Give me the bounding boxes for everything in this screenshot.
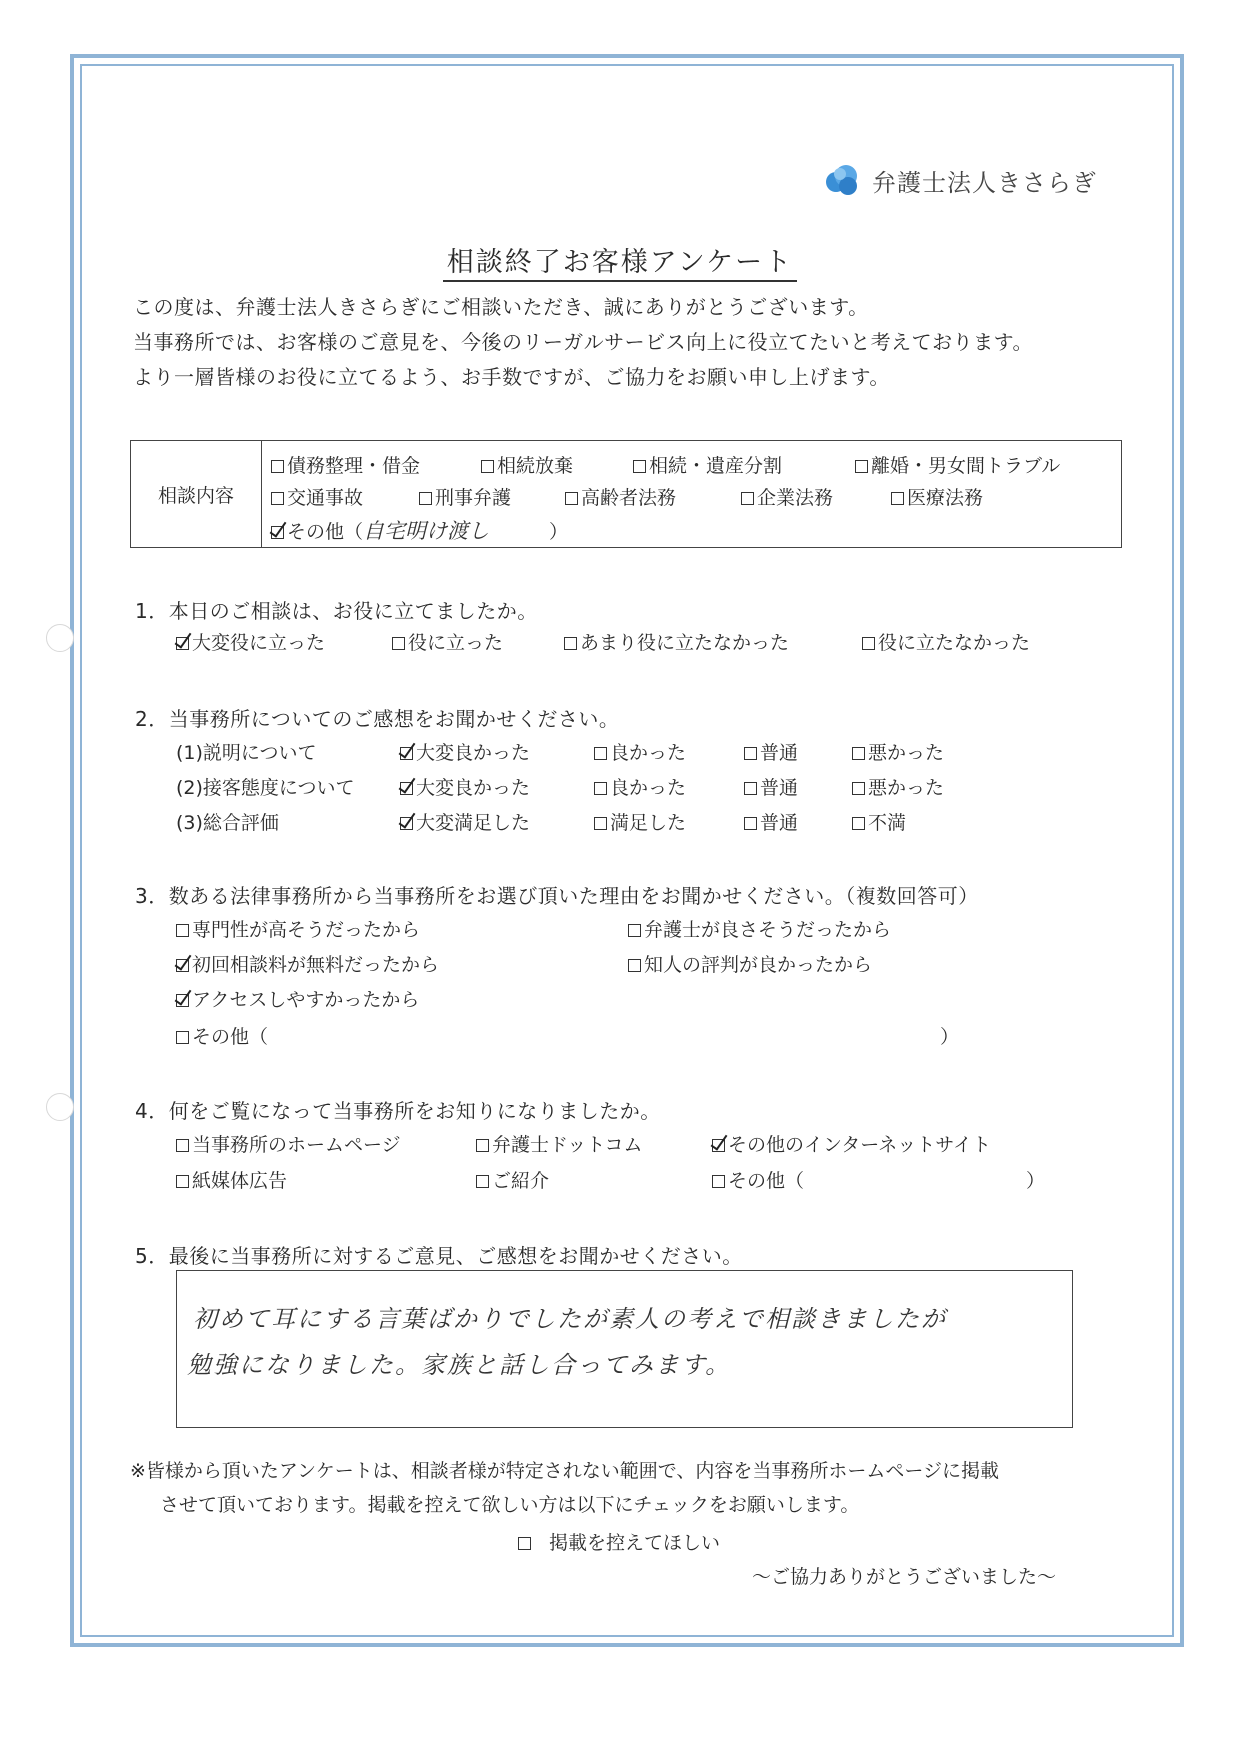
question-4: 4．何をご覧になって当事務所をお知りになりましたか。: [135, 1099, 661, 1123]
checkbox-icon[interactable]: [594, 782, 607, 795]
checkbox-icon[interactable]: [594, 817, 607, 830]
checkbox-checked-icon[interactable]: [176, 994, 189, 1007]
checkbox-icon[interactable]: [176, 1139, 189, 1152]
q2-option[interactable]: 大変良かった: [400, 773, 530, 800]
q3-option[interactable]: アクセスしやすかったから: [176, 985, 419, 1012]
comment-line: 勉強になりました。家族と話し合ってみます。: [187, 1351, 732, 1379]
comment-line: 初めて耳にする言葉ばかりでしたが素人の考えで相談きましたが: [193, 1305, 947, 1333]
consult-option[interactable]: 相続放棄: [481, 451, 573, 478]
q1-option[interactable]: 役に立たなかった: [862, 628, 1030, 655]
q3-option[interactable]: 知人の評判が良かったから: [628, 950, 872, 977]
q4-option[interactable]: 紙媒体広告: [176, 1166, 287, 1193]
checkbox-icon[interactable]: [862, 637, 875, 650]
q4-option[interactable]: その他のインターネットサイト: [712, 1130, 991, 1157]
consult-other-value: 自宅明け渡し: [363, 519, 490, 543]
checkbox-checked-icon[interactable]: [271, 526, 284, 539]
q2-option[interactable]: 良かった: [594, 773, 686, 800]
checkbox-icon[interactable]: [852, 817, 865, 830]
punch-hole-top: [46, 624, 74, 652]
q4-option-other[interactable]: その他（: [712, 1166, 804, 1193]
intro-line: この度は、弁護士法人きさらぎにご相談いただき、誠にありがとうございます。: [133, 295, 869, 319]
question-1: 1．本日のご相談は、お役に立てましたか。: [135, 599, 538, 623]
checkbox-icon[interactable]: [628, 959, 641, 972]
consult-options: [271, 441, 1121, 547]
checkbox-icon[interactable]: [476, 1139, 489, 1152]
checkbox-checked-icon[interactable]: [400, 817, 413, 830]
consult-option[interactable]: 相続・遺産分割: [633, 451, 782, 478]
firm-logo: [822, 160, 1097, 200]
checkbox-icon[interactable]: [271, 492, 284, 505]
checkbox-icon[interactable]: [891, 492, 904, 505]
survey-title: 相談終了お客様アンケート: [0, 240, 1240, 279]
q3-other-close: ）: [940, 1026, 960, 1048]
q4-option[interactable]: 弁護士ドットコム: [476, 1130, 642, 1157]
publication-note-line1: ※皆様から頂いたアンケートは、相談者様が特定されない範囲で、内容を当事務所ホームページに掲載: [130, 1460, 1000, 1482]
checkbox-icon[interactable]: [176, 924, 189, 937]
q1-option[interactable]: 役に立った: [392, 628, 503, 655]
q3-option[interactable]: 弁護士が良さそうだったから: [628, 915, 891, 942]
q4-option[interactable]: 当事務所のホームページ: [176, 1130, 401, 1157]
consult-option[interactable]: 医療法務: [891, 483, 983, 510]
q4-option[interactable]: ご紹介: [476, 1166, 549, 1193]
question-2: 2．当事務所についてのご感想をお聞かせください。: [135, 707, 620, 731]
consult-option[interactable]: 高齢者法務: [565, 483, 676, 510]
checkbox-checked-icon[interactable]: [176, 959, 189, 972]
q2-option[interactable]: 普通: [744, 738, 798, 765]
consult-option[interactable]: 企業法務: [741, 483, 833, 510]
thanks-text: ～ご協力ありがとうございました～: [752, 1566, 1057, 1588]
q2-row-label: (2)接客態度について: [176, 777, 355, 799]
checkbox-icon[interactable]: [712, 1175, 725, 1188]
q2-row-label: (1)説明について: [176, 742, 317, 764]
blue-cloud-logo-icon: [822, 160, 862, 200]
q2-option[interactable]: 大変満足した: [400, 808, 530, 835]
q2-row-label: (3)総合評価: [176, 812, 279, 834]
q2-option[interactable]: 悪かった: [852, 738, 944, 765]
publication-note-line2: させて頂いております。掲載を控えて欲しい方は以下にチェックをお願いします。: [160, 1494, 860, 1516]
checkbox-icon[interactable]: [852, 747, 865, 760]
checkbox-icon[interactable]: [855, 460, 868, 473]
consult-option[interactable]: 刑事弁護: [419, 483, 511, 510]
q1-option[interactable]: あまり役に立たなかった: [564, 628, 789, 655]
q4-other-close: ）: [1026, 1170, 1046, 1192]
checkbox-icon[interactable]: [741, 492, 754, 505]
intro-line: 当事務所では、お客様のご意見を、今後のリーガルサービス向上に役立てたいと考えております。: [133, 330, 1033, 354]
checkbox-icon[interactable]: [176, 1175, 189, 1188]
q2-option[interactable]: 普通: [744, 808, 798, 835]
q2-option[interactable]: 大変良かった: [400, 738, 530, 765]
q3-option-other[interactable]: その他（: [176, 1022, 268, 1049]
checkbox-icon[interactable]: [628, 924, 641, 937]
question-5: 5．最後に当事務所に対するご意見、ご感想をお聞かせください。: [135, 1244, 743, 1268]
checkbox-checked-icon[interactable]: [712, 1139, 725, 1152]
checkbox-icon[interactable]: [594, 747, 607, 760]
checkbox-icon[interactable]: [564, 637, 577, 650]
checkbox-icon[interactable]: [744, 817, 757, 830]
checkbox-icon[interactable]: [852, 782, 865, 795]
punch-hole-bottom: [46, 1093, 74, 1121]
q2-option[interactable]: 悪かった: [852, 773, 944, 800]
checkbox-icon[interactable]: [481, 460, 494, 473]
q1-option[interactable]: 大変役に立った: [176, 628, 325, 655]
q2-option[interactable]: 普通: [744, 773, 798, 800]
checkbox-checked-icon[interactable]: [400, 747, 413, 760]
checkbox-icon[interactable]: [633, 460, 646, 473]
q2-option[interactable]: 満足した: [594, 808, 686, 835]
checkbox-icon[interactable]: [565, 492, 578, 505]
consult-option[interactable]: 債務整理・借金: [271, 451, 420, 478]
q2-option[interactable]: 不満: [852, 808, 906, 835]
checkbox-icon[interactable]: [518, 1537, 531, 1550]
checkbox-icon[interactable]: [392, 637, 405, 650]
intro-line: より一層皆様のお役に立てるよう、お手数ですが、ご協力をお願い申し上げます。: [133, 365, 890, 389]
q2-option[interactable]: 良かった: [594, 738, 686, 765]
question-3: 3．数ある法律事務所から当事務所をお選び頂いた理由をお聞かせください。（複数回答可）: [135, 884, 979, 908]
optout-option[interactable]: 掲載を控えてほしい: [518, 1528, 720, 1555]
q3-option[interactable]: 初回相談料が無料だったから: [176, 950, 439, 977]
comment-box[interactable]: [176, 1270, 1073, 1428]
consult-option[interactable]: 離婚・男女間トラブル: [855, 451, 1060, 478]
consult-table: [130, 440, 1122, 548]
q3-option[interactable]: 専門性が高そうだったから: [176, 915, 420, 942]
checkbox-checked-icon[interactable]: [176, 637, 189, 650]
checkbox-icon[interactable]: [271, 460, 284, 473]
checkbox-icon[interactable]: [419, 492, 432, 505]
consult-label: 相談内容: [131, 441, 262, 547]
intro-text: [133, 290, 1033, 395]
checkbox-icon[interactable]: [476, 1175, 489, 1188]
firm-name: 弁護士法人きさらぎ: [872, 168, 1097, 197]
checkbox-icon[interactable]: [744, 782, 757, 795]
checkbox-icon[interactable]: [176, 1031, 189, 1044]
checkbox-icon[interactable]: [744, 747, 757, 760]
checkbox-checked-icon[interactable]: [400, 782, 413, 795]
consult-option[interactable]: 交通事故: [271, 483, 363, 510]
consult-option-other[interactable]: その他（自宅明け渡し ）: [271, 515, 568, 545]
